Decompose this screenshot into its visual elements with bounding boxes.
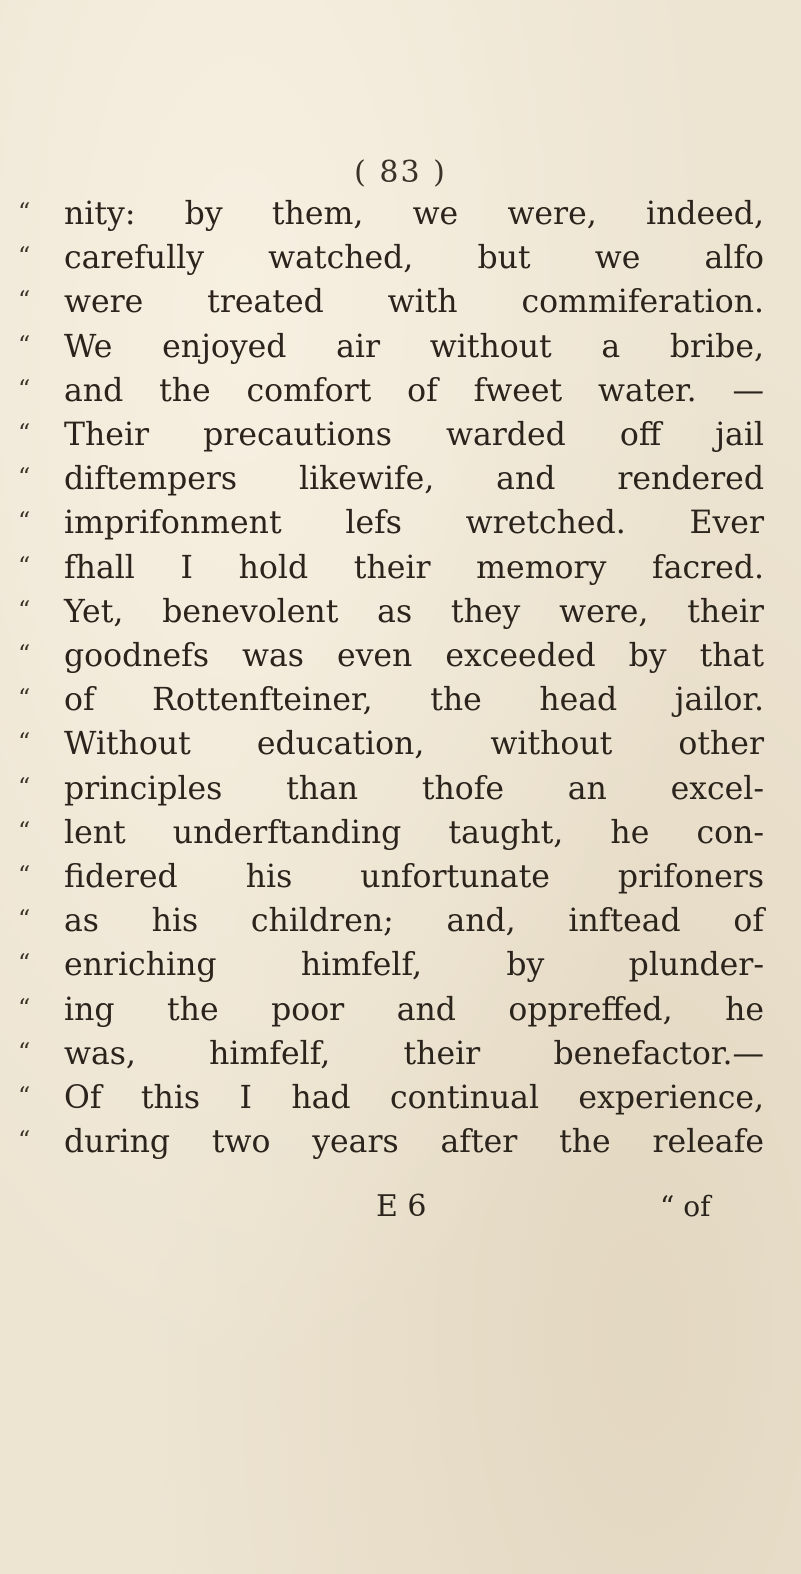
text-line	[0, 413, 801, 457]
line-text: diftempers likewife, and rendered	[64, 461, 764, 498]
opening-quote-mark: “	[18, 640, 31, 668]
line-text: and the comfort of fweet water. —	[64, 372, 764, 409]
text-line	[0, 192, 801, 236]
opening-quote-mark: “	[18, 1082, 31, 1110]
text-line	[0, 546, 801, 590]
text-line	[0, 678, 801, 722]
text-line	[0, 590, 801, 634]
opening-quote-mark: “	[18, 330, 31, 359]
text-line	[0, 767, 801, 811]
text-line	[0, 1076, 801, 1120]
line-text: We enjoyed air without a bribe,	[64, 328, 764, 365]
line-text: carefully watched, but we alfo	[64, 240, 764, 277]
opening-quote-mark: “	[18, 463, 31, 492]
line-text: of Rottenfteiner, the head jailor.	[64, 682, 764, 719]
line-text: nity: by them, we were, indeed,	[64, 196, 764, 232]
text-line	[0, 899, 801, 943]
opening-quote-mark: “	[18, 861, 31, 889]
line-text: enriching himfelf, by plunder-	[64, 947, 764, 984]
opening-quote-mark: “	[18, 242, 31, 271]
opening-quote-mark: “	[18, 507, 31, 536]
opening-quote-mark: “	[18, 684, 31, 713]
opening-quote-mark: “	[18, 905, 31, 934]
opening-quote-mark: “	[18, 419, 31, 447]
line-text: during two years after the releafe	[64, 1124, 764, 1161]
opening-quote-mark: “	[18, 551, 31, 580]
text-line	[0, 1032, 801, 1076]
opening-quote-mark: “	[18, 198, 31, 226]
line-text: as his children; and, inftead of	[64, 903, 764, 940]
opening-quote-mark: “	[18, 816, 31, 845]
text-line	[0, 634, 801, 678]
text-line	[0, 811, 801, 855]
text-line	[0, 501, 801, 545]
text-line	[0, 1120, 801, 1164]
line-text: fidered his unfortunate prifoners	[64, 859, 764, 895]
catchword: “ of	[660, 1190, 711, 1223]
opening-quote-mark: “	[18, 595, 31, 624]
line-text: fhall I hold their memory facred.	[64, 549, 764, 586]
text-line	[0, 457, 801, 501]
opening-quote-mark: “	[18, 728, 31, 757]
line-text: was, himfelf, their benefactor.—	[64, 1035, 764, 1072]
text-line	[0, 855, 801, 899]
line-text: Of this I had continual experience,	[64, 1080, 764, 1116]
line-text: were treated with commiferation.	[64, 284, 764, 321]
line-text: ing the poor and oppreffed, he	[64, 991, 764, 1028]
text-line	[0, 369, 801, 413]
text-line	[0, 722, 801, 766]
opening-quote-mark: “	[18, 1037, 31, 1066]
text-line	[0, 943, 801, 987]
line-text: goodnefs was even exceeded by that	[64, 638, 764, 674]
line-text: Yet, benevolent as they were, their	[64, 593, 764, 630]
opening-quote-mark: “	[18, 772, 31, 801]
signature-mark: E 6	[376, 1189, 427, 1224]
text-line	[0, 988, 801, 1032]
text-line	[0, 280, 801, 324]
opening-quote-mark: “	[18, 286, 31, 315]
line-text: Their precautions warded off jail	[64, 417, 764, 453]
line-text: imprifonment lefs wretched. Ever	[64, 505, 764, 542]
text-line	[0, 236, 801, 280]
line-text: Without education, without other	[64, 726, 764, 763]
page-number: ( 83 )	[354, 155, 447, 190]
opening-quote-mark: “	[18, 1126, 31, 1155]
page-footer	[0, 1185, 801, 1229]
opening-quote-mark: “	[18, 949, 31, 978]
opening-quote-mark: “	[18, 374, 31, 403]
line-text: lent underftanding taught, he con-	[64, 814, 764, 851]
text-line	[0, 325, 801, 369]
line-text: principles than thofe an excel-	[64, 770, 764, 807]
opening-quote-mark: “	[18, 993, 31, 1022]
